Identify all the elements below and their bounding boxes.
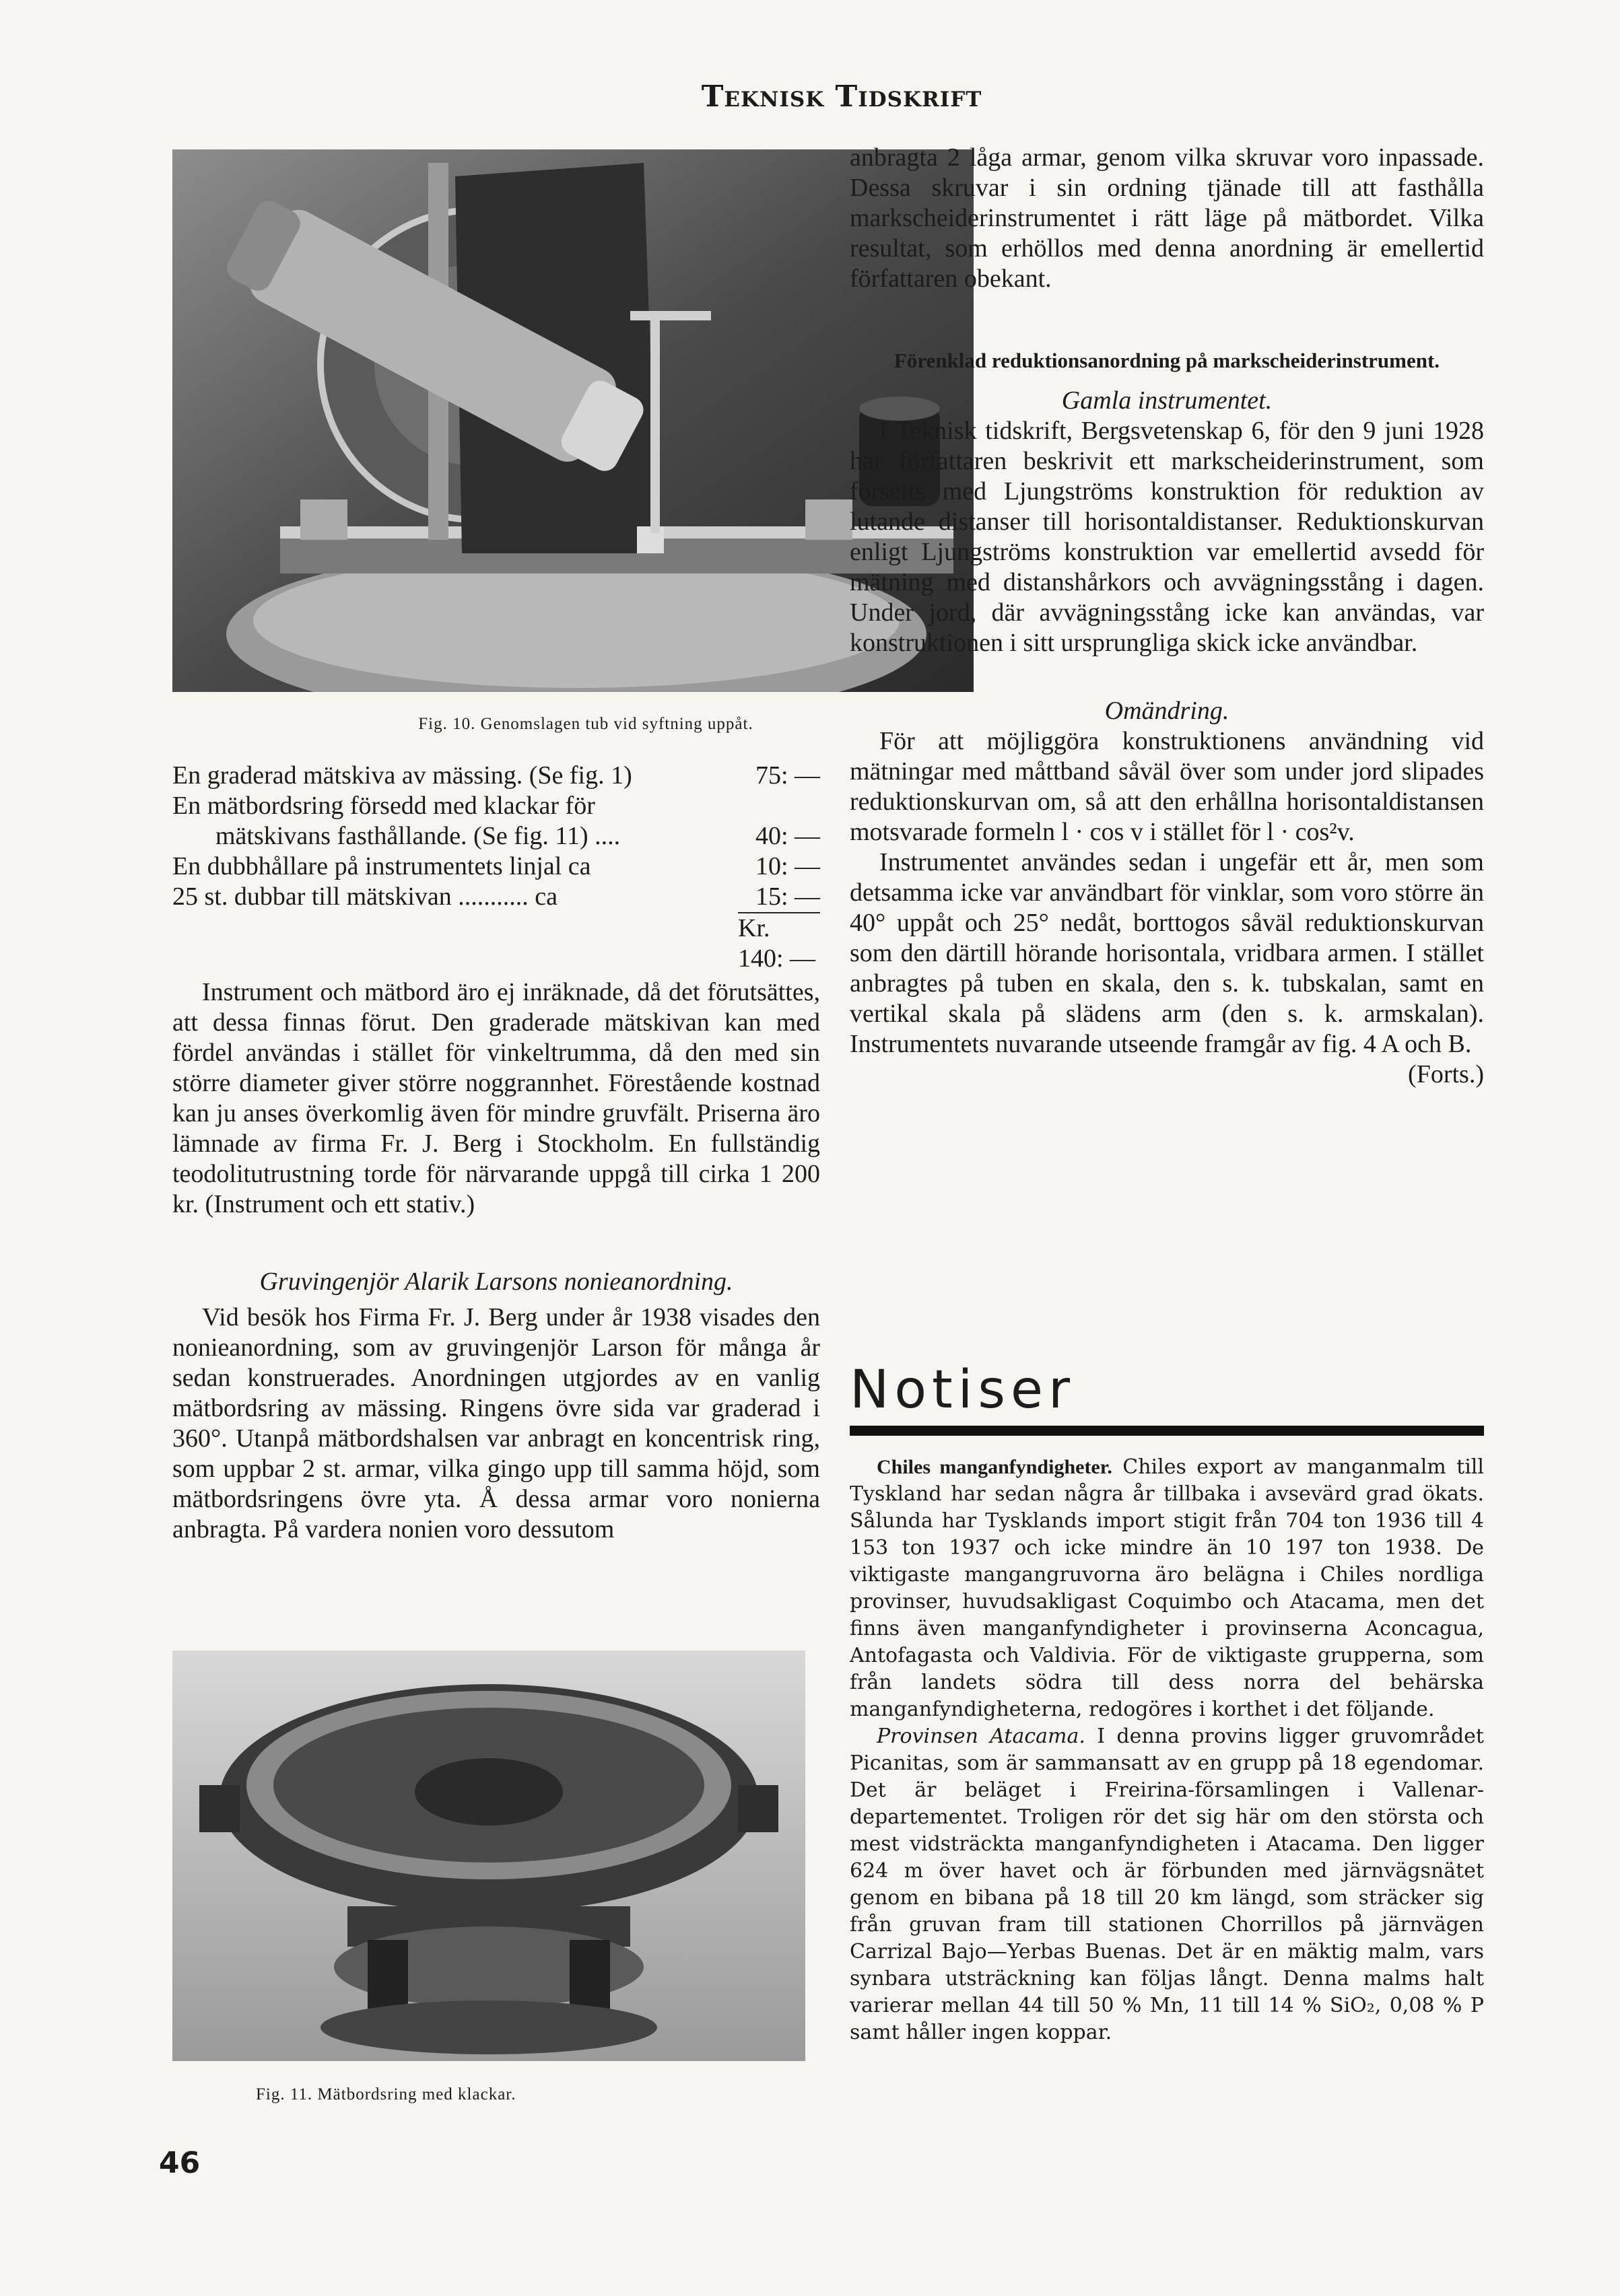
price-amount: 40: — <box>755 822 820 850</box>
notiser-rule <box>850 1426 1484 1436</box>
fig11-photo <box>172 1650 805 2061</box>
price-amount: 75: — <box>755 761 820 790</box>
price-amount <box>746 791 820 821</box>
fig10-caption: Fig. 10. Genomslagen tub vid syftning uppåt. <box>418 715 753 733</box>
price-row <box>172 821 820 851</box>
left-column <box>172 977 820 1545</box>
notiser-paragraph: I denna provins ligger gruvområdet Picanitas, som är sammansatt av en grupp på 18 egendomar. Det är beläget i Freirina-församlingen i Vallenar-departementet. Troligen rör det sig här om den största och mest vidsträckta manganfyndigheten i Atacama. Den ligger 624 m över havet och är förbunden med järnvägsnätet genom en bibana på 18 till 20 km längd, som sträcker sig från gruvan fram till stationen Chorrillos på järnvägen Carrizal Bajo—Yerbas Buenas. Det är en mäktig malm, vars synbara utsträckning kan följas långt. Denna malms halt varierar mellan 44 till 50 % Mn, 11 till 14 % SiO₂, 0,08 % P samt håller ingen koppar. <box>850 1725 1484 2044</box>
price-amount: 10: — <box>755 852 820 880</box>
right-paragraph: anbragta 2 låga armar, genom vilka skruvar voro inpassade. Dessa skruvar i sin ordning tjänade till att fasthålla markscheiderinstrumentet i rätt läge på mätbordet. Vilka resultat, som erhöllos med denna anordning är emellertid författaren obekant. <box>850 143 1484 293</box>
section-heading-bold: Förenklad reduktionsanordning på markscheiderinstrument. <box>893 349 1440 372</box>
fig11-caption: Fig. 11. Mätbordsring med klackar. <box>256 2085 516 2103</box>
notiser-text <box>850 1454 1484 2046</box>
price-desc: En dubbhållare på instrumentets linjal ca <box>172 852 591 880</box>
notiser-paragraph: Chiles export av manganmalm till Tyskland har sedan några år tillbaka i avsevärd grad ökats. Sålunda har Tysklands import stigit från 704 ton 1936 till 4 153 ton 1937 och icke mindre än 10 197 ton 1938. De viktigaste mangangruvorna äro belägna i Chiles nordliga provinser, huvudsakligast Coquimbo och Atacama, men det finns även manganfyndigheter i provinserna Aconcagua, Antofagasta och Valdivia. För de viktigaste grupperna, som från landets södra till dess norra del behärska manganfyndigheterna, redogöres i korthet i det följande. <box>850 1455 1484 1721</box>
price-amount: 15: — <box>755 882 820 911</box>
subheading: Omändring. <box>1104 697 1229 725</box>
page-number: 46 <box>159 2146 201 2180</box>
left-paragraph: Vid besök hos Firma Fr. J. Berg under år 1938 visades den nonieanordning, som av gruvingenjör Larson för många år sedan konstruerades. Anordningen utgjordes av en vanlig mätbordsring av mässing. Ringens övre sida var graderad i 360°. Utanpå mätbordshalsen var anbragt en koncentrisk ring, som uppbar 2 st. armar, vilka gingo upp till samma höjd, som mätbordsringens övre yta. Å dessa armar voro nonierna anbragta. På vardera nonien voro dessutom <box>172 1303 820 1543</box>
price-list <box>172 761 820 974</box>
price-desc: En mätbordsring försedd med klackar för <box>172 792 595 820</box>
price-total-row <box>738 912 820 974</box>
journal-title: Teknisk Tidskrift <box>701 79 982 114</box>
price-desc: En graderad mätskiva av mässing. (Se fig. 1) <box>172 761 632 790</box>
continued-note: (Forts.) <box>1408 1060 1484 1088</box>
price-desc: 25 st. dubbar till mätskivan ........... ca <box>172 882 558 911</box>
section-heading: Gruvingenjör Alarik Larsons nonieanordning. <box>259 1267 733 1296</box>
right-paragraph: För att möjliggöra konstruktionens användning vid mätningar med måttband såväl över som under jord slipades reduktionskurvan om, så att den erhållna horisontaldistansen motsvarade formeln l · cos v i stället för l · cos²v. <box>850 727 1484 846</box>
price-total: Kr. 140: — <box>738 914 816 973</box>
notiser-lead: Chiles manganfyndigheter. <box>877 1456 1112 1478</box>
price-row <box>172 761 820 791</box>
subheading: Gamla instrumentet. <box>1061 386 1273 415</box>
price-row <box>172 882 820 912</box>
price-row <box>172 791 820 821</box>
left-paragraph: Instrument och mätbord äro ej inräknade, då det förutsättes, att dessa finnas förut. Den graderade mätskivan kan med fördel användas i stället för vinkeltrumma, då den med sin större diameter giver större noggrannhet. Förestående kostnad kan ju anses överkomlig även för mindre gruvfält. Priserna äro lämnade av firma Fr. J. Berg i Stockholm. En fullständig teodolitutrustning torde för närvarande uppgå till cirka 1 200 kr. (Instrument och ett stativ.) <box>172 978 820 1218</box>
notiser-title: Notiser <box>850 1360 1076 1420</box>
right-paragraph: I Teknisk tidskrift, Bergsvetenskap 6, för den 9 juni 1928 har författaren beskrivit ett markscheiderinstrument, som försetts med Ljungströms konstruktion för reduktion av lutande distanser till horisontaldistanser. Reduktionskurvan enligt Ljungströms konstruktion var emellertid avsedd för mätning med distanshårkors och avvägningsstång i dagen. Under jord, där avvägningsstång icke kan användas, var konstruktionen i sitt ursprungliga skick icke användbar. <box>850 417 1484 657</box>
right-column <box>850 143 1484 1090</box>
right-paragraph: Instrumentet användes sedan i ungefär ett år, men som detsamma icke var användbart för vinklar, som voro större än 40° uppåt och 25° nedåt, borttogos såväl reduktionskurvan som den därtill hörande horisontala, vridbara armen. I stället anbragtes på tuben en skala, den s. k. tubskalan, samt en vertikal skala på slädens arm (den s. k. armskalan). Instrumentets nuvarande utseende framgår av fig. 4 A och B. <box>850 848 1484 1058</box>
price-desc: mätskivans fasthållande. (Se fig. 11) .... <box>215 822 621 850</box>
price-row <box>172 851 820 882</box>
notiser-subhead: Provinsen Atacama. <box>877 1725 1085 1748</box>
